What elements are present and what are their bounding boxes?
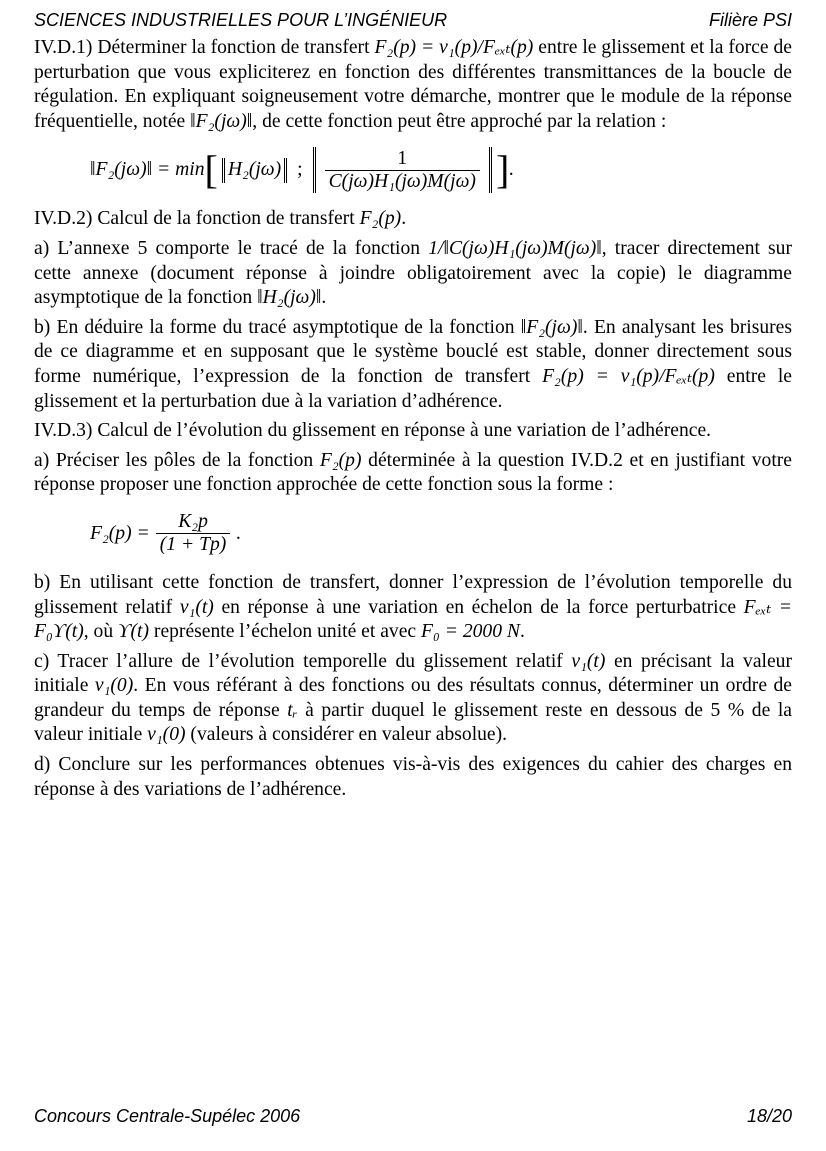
text: b) En déduire la forme du tracé asymptotique de la fonction: [34, 316, 521, 338]
text: à partir duquel le glissement reste en dessous de: [297, 699, 711, 721]
text: . En analysant les brisures de ce diagramme et en supposant que le système bouclé est stable, donner directement sous forme numérique, l’expression de la fonction de transfert: [34, 316, 792, 387]
math: ϒ(t): [118, 621, 150, 643]
eq-denominator: C(jω)H₁(jω)M(jω): [325, 170, 480, 193]
math: F₂(p): [319, 449, 362, 471]
math: tᵣ: [287, 699, 298, 721]
eq-inverse-module: [313, 147, 492, 193]
math: ν₁(t): [179, 596, 214, 618]
math: F₂(p) = ν₁(p)/Fₑₓₜ(p): [374, 37, 534, 58]
eq-end: .: [509, 159, 515, 181]
question-iv-d-2-a: [34, 237, 792, 311]
page-number: 18/20: [746, 1106, 792, 1126]
text: IV.D.1) Déterminer la fonction de transfert: [34, 37, 375, 58]
math: ν₁(0): [94, 675, 134, 697]
math: F₂(p): [359, 208, 402, 230]
question-iv-d-3-d: [34, 753, 792, 802]
math: ‖F₂(jω)‖: [190, 110, 253, 132]
math: ‖H₂(jω)‖: [257, 287, 322, 309]
bracket-open: [: [204, 147, 218, 193]
question-iv-d-3-b: [34, 571, 792, 645]
document-body: [34, 36, 792, 807]
header-title: SCIENCES INDUSTRIELLES POUR L’INGÉNIEUR: [34, 10, 448, 30]
text: entre le glissement et la force de perturbation que vous expliciterez en fonction des différentes transmittances de la boucle de régulation. En expliquant soigneusement votre démarche, montrer que le module de la réponse fréquentielle, notée: [34, 37, 792, 132]
math: ν₁(0): [147, 724, 186, 746]
math: Fₑₓₜ = F₀ϒ(t): [34, 596, 792, 643]
math: ν₁(t): [571, 650, 606, 672]
bracket-close: ]: [495, 147, 510, 193]
text: d) Conclure sur les performances obtenues vis-à-vis des exigences du cahier des charges en réponse à des variations de l’adhérence.: [34, 754, 792, 800]
text: a) L’annexe 5 comporte le tracé de la fonction: [34, 237, 429, 259]
text: b) En utilisant cette fonction de transfert, donner l’expression de l’évolution temporelle du glissement relatif: [34, 571, 792, 618]
text: de la valeur initiale: [34, 699, 792, 746]
text: en précisant la valeur initiale: [34, 650, 792, 697]
page-header: [34, 10, 792, 31]
question-iv-d-3-c: [34, 650, 792, 748]
eq-denominator: (1 + Tp): [156, 533, 231, 556]
text: .: [321, 287, 327, 309]
eq-end: .: [236, 522, 242, 544]
text: déterminée à la question IV.D.2 et en justifiant votre réponse proposer une fonction approchée de cette fonction sous la forme :: [34, 449, 792, 496]
text: IV.D.3) Calcul de l’évolution du glissement en réponse à une variation de l’adhérence.: [34, 420, 712, 442]
eq-numerator: 1: [397, 148, 408, 170]
footer-contest: Concours Centrale-Supélec 2006: [34, 1106, 301, 1126]
text: , tracer directement sur cette annexe (document réponse à joindre obligatoirement avec la copie) le diagramme asymptotique de la fonction: [34, 237, 792, 309]
math: F₂(p) = ν₁(p)/Fₑₓₜ(p): [542, 365, 715, 387]
text: .: [401, 208, 407, 230]
question-iv-d-1: [34, 36, 792, 134]
equation-f2-approx: [90, 503, 792, 565]
text: a) Préciser les pôles de la fonction: [34, 449, 320, 471]
text: .: [519, 621, 525, 643]
question-iv-d-3: [34, 419, 792, 444]
text: (valeurs à considérer en valeur absolue).: [185, 724, 508, 746]
math: F₀ = 2000 N: [421, 621, 520, 643]
text: c) Tracer l’allure de l’évolution temporelle du glissement relatif: [34, 650, 572, 672]
question-iv-d-2: [34, 207, 792, 232]
text: , où: [83, 621, 119, 643]
page-footer: [34, 1106, 792, 1127]
text: . En vous référant à des fonctions ou des résultats connus, déterminer un ordre de grandeur du temps de réponse: [34, 675, 792, 721]
math: 5 %: [710, 699, 745, 721]
equation-module-f2: [90, 139, 792, 201]
eq-h2-module: H₂(jω): [222, 158, 287, 183]
header-track: Filière PSI: [708, 10, 792, 30]
question-iv-d-3-a: [34, 449, 792, 498]
text: entre le glissement et la perturbation due à la variation d’adhérence.: [34, 365, 792, 412]
text: , de cette fonction peut être approché par la relation :: [252, 110, 667, 132]
eq-separator: ;: [297, 159, 303, 181]
text: représente l’échelon unité et avec: [149, 621, 422, 643]
text: en réponse à une variation en échelon de la force perturbatrice: [213, 596, 744, 618]
eq-numerator: K₂p: [178, 511, 208, 533]
eq-lhs: ‖F₂(jω)‖ = min: [90, 159, 205, 181]
eq-lhs: F₂(p) =: [90, 522, 150, 544]
question-iv-d-2-b: [34, 316, 792, 414]
text: IV.D.2) Calcul de la fonction de transfert: [34, 208, 360, 230]
math: ‖F₂(jω)‖: [520, 316, 583, 338]
math: 1/‖C(jω)H₁(jω)M(jω)‖: [428, 237, 602, 259]
